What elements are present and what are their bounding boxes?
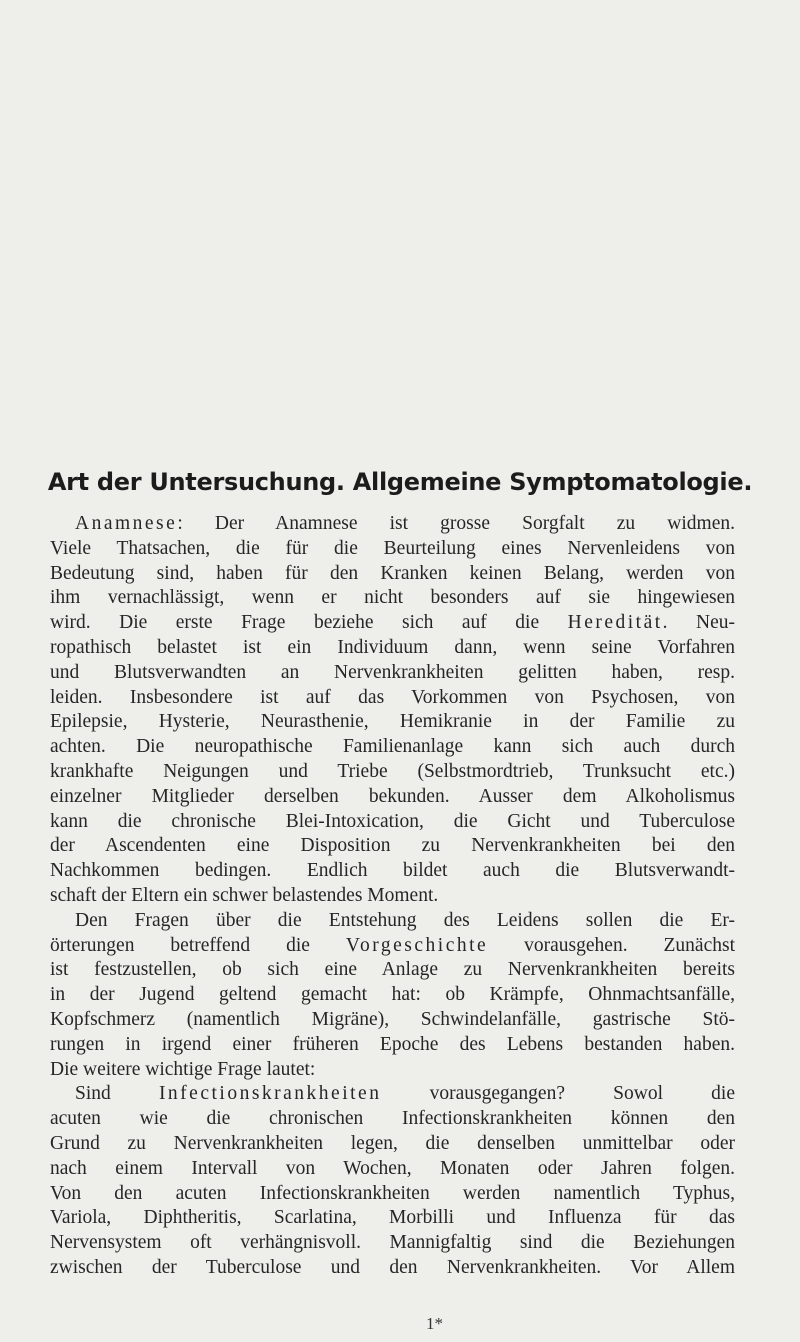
text-segment: örterungen betreffend die [50, 934, 346, 956]
text-segment: ist festzustellen, ob sich eine Anlage zu Nervenkrankheiten bereits [50, 959, 735, 981]
text-line [50, 537, 735, 562]
text-segment: krankhafte Neigungen und Triebe (Selbstmordtrieb, Trunksucht etc.) [50, 760, 735, 782]
text-segment: : Der Anamnese ist grosse Sorgfalt zu widmen. [177, 513, 735, 534]
text-line [50, 934, 735, 959]
text-line [50, 810, 735, 835]
text-segment: Den Fragen über die Entstehung des Leidens sollen die Er- [75, 909, 735, 931]
page-heading: Art der Untersuchung. Allgemeine Symptomatologie. [47, 468, 753, 496]
text-line [50, 686, 735, 711]
text-line [50, 1182, 735, 1207]
text-segment: in der Jugend geltend gemacht hat: ob Krämpfe, Ohnmachtsanfälle, [50, 984, 735, 1006]
text-line [50, 1033, 735, 1058]
text-segment: Nervensystem oft verhängnisvoll. Mannigfaltig sind die Beziehungen [50, 1232, 735, 1254]
emphasized-term: Vorgeschichte [345, 934, 489, 956]
text-line [50, 1082, 735, 1107]
text-line [50, 760, 735, 785]
text-segment: . Neu- [662, 612, 736, 634]
text-segment: achten. Die neuropathische Familienanlage kann sich auch durch [50, 736, 735, 758]
text-segment: Nachkommen bedingen. Endlich bildet auch die Blutsverwandt- [50, 860, 735, 882]
body-text [50, 512, 735, 1281]
text-line [50, 834, 735, 859]
text-line [50, 1107, 735, 1132]
text-segment: vorausgegangen? Sowol die [381, 1083, 735, 1105]
text-line [50, 983, 735, 1008]
text-line [50, 859, 735, 884]
text-segment: Grund zu Nervenkrankheiten legen, die denselben unmittelbar oder [50, 1132, 735, 1154]
text-line [50, 710, 735, 735]
text-line [50, 1058, 735, 1083]
text-segment: zwischen der Tuberculose und den Nervenkrankheiten. Vor Allem [50, 1256, 735, 1278]
text-segment: kann die chronische Blei-Intoxication, die Gicht und Tuberculose [50, 810, 735, 832]
text-line [50, 1132, 735, 1157]
text-segment: der Ascendenten eine Disposition zu Nervenkrankheiten bei den [50, 835, 735, 857]
text-segment: vorausgehen. Zunächst [488, 934, 735, 956]
text-segment: Sind [75, 1083, 159, 1105]
text-segment: Von den acuten Infectionskrankheiten werden namentlich Typhus, [50, 1182, 735, 1204]
text-line [50, 1206, 735, 1231]
emphasized-term: Infectionskrankheiten [158, 1083, 382, 1105]
text-segment: nach einem Intervall von Wochen, Monaten oder Jahren folgen. [50, 1157, 735, 1179]
text-line [50, 884, 735, 909]
emphasized-term: Heredität [567, 612, 663, 634]
text-line [50, 909, 735, 934]
text-line [50, 512, 735, 537]
text-line [50, 785, 735, 810]
text-segment: Epilepsie, Hysterie, Neurasthenie, Hemikranie in der Familie zu [50, 711, 735, 733]
text-segment: Variola, Diphtheritis, Scarlatina, Morbilli und Influenza für das [50, 1207, 735, 1229]
text-segment: Die weitere wichtige Frage lautet: [50, 1058, 316, 1080]
text-segment: acuten wie die chronischen Infectionskrankheiten können den [50, 1108, 735, 1130]
text-segment: einzelner Mitglieder derselben bekunden. Ausser dem Alkoholismus [50, 785, 735, 807]
text-segment: rungen in irgend einer früheren Epoche des Lebens bestanden haben. [50, 1033, 735, 1055]
text-segment: Viele Thatsachen, die für die Beurteilung eines Nervenleidens von [50, 537, 735, 559]
text-line [50, 958, 735, 983]
text-line [50, 636, 735, 661]
text-line [50, 586, 735, 611]
text-line [50, 661, 735, 686]
text-line [50, 1231, 735, 1256]
text-segment: leiden. Insbesondere ist auf das Vorkommen von Psychosen, von [50, 686, 735, 708]
text-line [50, 1256, 735, 1281]
text-line [50, 611, 735, 636]
emphasized-term: Anamnese [75, 513, 178, 534]
text-segment: wird. Die erste Frage beziehe sich auf die [50, 612, 568, 634]
text-line [50, 1008, 735, 1033]
text-line [50, 562, 735, 587]
text-segment: Kopfschmerz (namentlich Migräne), Schwindelanfälle, gastrische Stö- [50, 1008, 735, 1030]
text-segment: ihm vernachlässigt, wenn er nicht besonders auf sie hingewiesen [50, 587, 735, 609]
text-segment: und Blutsverwandten an Nervenkrankheiten gelitten haben, resp. [50, 661, 735, 683]
signature-mark: 1* [426, 1314, 443, 1333]
text-line [50, 735, 735, 760]
text-segment: schaft der Eltern ein schwer belastendes Moment. [50, 884, 439, 906]
text-segment: Bedeutung sind, haben für den Kranken keinen Belang, werden von [50, 562, 735, 584]
text-segment: ropathisch belastet ist ein Individuum dann, wenn seine Vorfahren [50, 636, 735, 658]
text-line [50, 1157, 735, 1182]
